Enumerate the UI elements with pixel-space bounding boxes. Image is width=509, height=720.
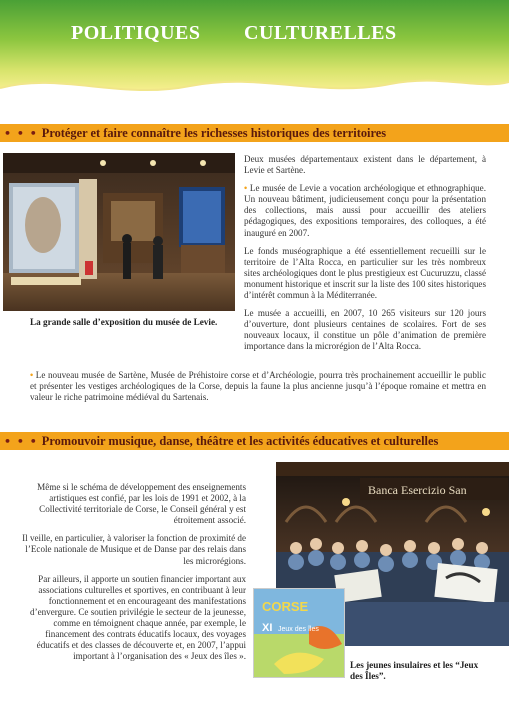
museum-photo-caption: La grande salle d’exposition du musée de Levie. xyxy=(30,317,218,327)
section1-bottom-paragraph xyxy=(30,370,486,410)
section1-paragraph-4: Le musée a accueilli, en 2007, 10 265 visiteurs sur 120 jours d’ouverture, dont plusieurs centaines de scolaires. Fort de ses nouveaux locaux, il constitue un pôle d’animation de première importance dans la microrégion de l’Alta Rocca. xyxy=(244,308,486,352)
section1-paragraph-2-text: Le musée de Levie a vocation archéologique et ethnographique. Un nouveau bâtiment, judicieusement conçu pour la présentation des collections, mais aussi pour accueillir des ateliers pédagogiques, des expositions temporaires, des colloques, a été inauguré en 2007. xyxy=(244,183,486,238)
banner-roman-numeral: XI xyxy=(262,622,273,634)
bullet-icon: • xyxy=(244,183,248,194)
page-header xyxy=(0,0,509,112)
jeux-des-iles-banner xyxy=(253,588,345,678)
section2-title: Promouvoir musique, danse, théâtre et les activités éducatives et culturelles xyxy=(41,433,439,448)
section2-paragraph-1: Même si le schéma de développement des enseignements artistiques est confié, par les lois de 1991 et 2002, à la Collectivité territoriale de Corse, le Conseil général y est étroitement associé. xyxy=(37,482,246,526)
sign-text: Banca Esercizio San xyxy=(368,483,467,497)
section1-paragraph-3: Le fonds muséographique a été essentiellement recueilli sur le territoire de l’Alta Rocca, en particulier sur les très nombreux sites archéologiques dont le plus prestigieux est Cucuruzzu, classé monument historique et inscrit sur la liste des 100 sites historiques d’intérêt commun à la Méditerranée. xyxy=(244,245,486,301)
header-wave xyxy=(0,70,509,115)
section2-left-column xyxy=(18,482,246,669)
title-right: CULTURELLES xyxy=(244,22,397,44)
section2-bullets: • • • xyxy=(4,434,38,448)
section1-paragraph-2 xyxy=(244,183,486,238)
title-left: POLITIQUES xyxy=(71,22,201,44)
section2-paragraph-2: Il veille, en particulier, à valoriser la fonction de proximité de l’Ecole nationale de Musique et de Danse par des relais dans les microrégions. xyxy=(22,533,246,566)
museum-hall-photo xyxy=(3,153,235,311)
section2-heading-bar xyxy=(0,432,509,450)
section1-paragraph-1: Deux musées départementaux existent dans le département, à Levie et Sartène. xyxy=(244,154,486,176)
section1-paragraph-5: Le nouveau musée de Sartène, Musée de Préhistoire corse et d’Archéologie, pourra très prochainement accueillir le public et présenter les vestiges archéologiques de la Corse, depuis la faune la plus ancienne jusqu’à l’époque romaine et mettra en valeur le riche patrimoine médiéval du Sartenais. xyxy=(30,370,486,403)
banner-corse-text: CORSE xyxy=(262,599,309,614)
bullet-icon: • xyxy=(30,370,34,380)
section2-paragraph-3: Par ailleurs, il apporte un soutien financier important aux associations culturelles et sportives, en contribuant à leur fonctionnement et en encourageant des manifestations d’envergure. Ce soutien privilégie le secteur de la jeunesse, comme en témoignent chaque année, par exemple, le financement des contrats éducatifs locaux, des voyages éducatifs et des classes de découverte et, en 2007, l’appui important à l’organisation des « Jeux des îles ». xyxy=(30,573,246,662)
section1-title: Protéger et faire connaître les richesses historiques des territoires xyxy=(41,125,387,140)
youth-photo-caption: Les jeunes insulaires et les “Jeux des Îles”. xyxy=(350,660,479,681)
section1-bullets: • • • xyxy=(4,126,38,140)
section1-heading-bar xyxy=(0,124,509,142)
section1-right-column xyxy=(244,154,486,360)
banner-jeux-text: Jeux des îles xyxy=(278,626,319,633)
